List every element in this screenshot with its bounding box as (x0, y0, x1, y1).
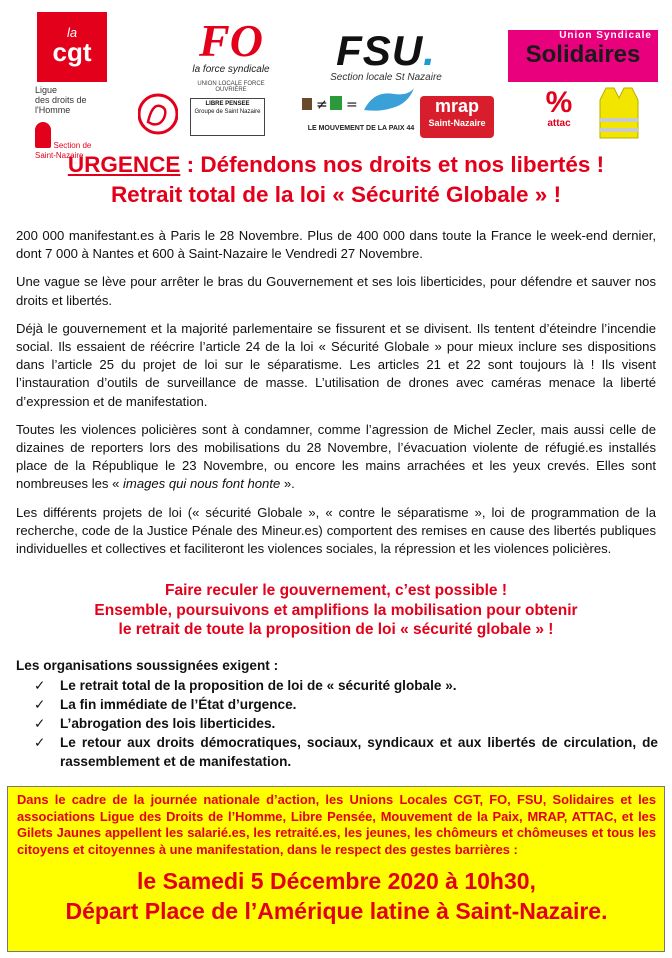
solidaires-logo-text: Solidaires (525, 41, 641, 68)
attac-logo-text: attac (547, 118, 571, 129)
callout-line1: Faire reculer le gouvernement, c’est possible ! (165, 582, 507, 599)
checkmark-icon: ✓ (34, 716, 46, 731)
dove-icon (296, 86, 426, 118)
paragraph-5: Les différents projets de loi (« sécurité Globale », « contre le séparatisme », loi de programmation de la recherche, code de la Justice Pénale des Mineur.es) comportent des remises en cause des libertés publiques individuelles et collectives et faciliteront les violences sociales, la répression et les violences policières. (16, 504, 656, 557)
libre-pensee-title: LIBRE PENSEE (205, 101, 250, 107)
list-item: ✓ Le retrait total de la proposition de loi de « sécurité globale ». (34, 678, 457, 693)
attac-percent-icon: % (545, 86, 573, 119)
fo-logo (186, 15, 276, 100)
list-item: ✓ La fin immédiate de l’État d’urgence. (34, 697, 297, 712)
checkmark-icon: ✓ (34, 735, 46, 750)
demands-heading: Les organisations soussignées exigent : (16, 658, 279, 673)
ldh-logo (35, 85, 110, 160)
callout-line3: le retrait de toute la proposition de loi « sécurité globale » ! (118, 621, 554, 638)
cgt-logo (37, 12, 107, 82)
libre-pensee-logo (190, 98, 265, 136)
title-line2: Retrait total de la loi « Sécurité Globale » ! (110, 182, 562, 207)
solidaires-logo (508, 30, 658, 82)
logo-banner (0, 0, 672, 160)
page-title (0, 150, 672, 210)
svg-text:≠: ≠ (316, 97, 328, 113)
mrap-logo (420, 96, 494, 138)
callout (16, 581, 656, 640)
event-place: Départ Place de l’Amérique latine à Saint-Nazaire. (65, 898, 608, 925)
ldh-line2: des droits de l'Homme (35, 94, 87, 115)
paragraph-4: Toutes les violences policières sont à condamner, comme l’agression de Michel Zecler, mais aussi celle de dizaines de reporters lors des mobilisations du 28 Novembre, l’évacuation violente de réfugié.es installés place de la République le 23 Novembre, ou encore les mains arrachées et les yeux crevés. Elles sont nombreuses les « images qui nous font honte ». (16, 421, 656, 492)
fo-logo-text: FO (199, 15, 263, 66)
paragraph-3: Déjà le gouvernement et la majorité parlementaire se fissurent et se divisent. Ils tentent d’éteindre l’incendie social. Ils essaient de réécrire l’article 24 de la loi « Sécurité Globale » pour mieux inclure ses dispositions dans l’article 25 du projet de loi sur le séparatisme. Les articles 21 et 22 sont toujours là ! Ils visent l’instauration d’outils de surveillance de masse. L’utilisation de drones avec caméras menace la liberté d’expression et de manifestation. (16, 320, 656, 409)
event-info (17, 866, 656, 926)
ldh-figure-icon (35, 122, 51, 148)
svg-text:=: = (346, 97, 358, 113)
demands-list (16, 676, 658, 771)
ldh-section: Section de Saint-Nazaire (35, 140, 92, 160)
mouvement-paix-name: LE MOUVEMENT DE LA PAIX 44 (307, 125, 415, 132)
checkmark-icon: ✓ (34, 697, 46, 712)
fo-logo-sub: la force syndicale (192, 64, 270, 75)
cgt-logo-top: la (66, 25, 78, 40)
solidaires-top: Union Syndicale (559, 30, 652, 41)
fsu-logo-sub: Section locale St Nazaire (330, 72, 442, 83)
list-item: ✓ L’abrogation des lois liberticides. (34, 716, 276, 731)
mrap-logo-sub: Saint-Nazaire (428, 117, 486, 128)
fsu-logo-text: FSU. (336, 27, 436, 74)
demands-section (16, 656, 658, 771)
fo-logo-sub2: UNION LOCALE FORCE OUVRIÈRE (197, 81, 265, 93)
callout-line2: Ensemble, poursuivons et amplifions la mobilisation pour obtenir (94, 601, 578, 619)
secours-shield-icon (138, 92, 178, 136)
cgt-logo-text: cgt (52, 37, 92, 67)
ldh-line1: Ligue (35, 85, 58, 95)
checkmark-icon: ✓ (34, 678, 46, 693)
event-box (7, 786, 665, 952)
attac-logo (534, 88, 584, 140)
title-line1-rest: : Défendons nos droits et nos libertés ! (180, 152, 605, 177)
paragraph-1: 200 000 manifestant.es à Paris le 28 Novembre. Plus de 400 000 dans toute la France le week-end dernier, dont 7 000 à Nantes et 600 à Saint-Nazaire le Vendredi 27 Novembre. (16, 228, 656, 262)
paragraph-4-quote: images qui nous font honte (123, 476, 281, 492)
event-box-text: Dans le cadre de la journée nationale d’action, les Unions Locales CGT, FO, FSU, Solidaires et les associations Ligue des Droits de l’Homme, Libre Pensée, Mouvement de la Paix, MRAP, ATTAC, et les Gilets Jaunes appellent les salarié.es, les retraité.es, les jeunes, les chômeurs et chômeuses et tous les citoyens et citoyennes à une manifestation, dans le respect des gestes barrières : (17, 792, 656, 857)
title-urgence: URGENCE (67, 152, 181, 177)
title-line1 (0, 150, 672, 180)
paragraph-2: Une vague se lève pour arrêter le bras du Gouvernement et ses lois liberticides, pour défendre et sauver nos droits et libertés. (16, 274, 656, 308)
libre-pensee-sub: Groupe de Saint Nazaire (194, 108, 261, 115)
mouvement-paix-logo (296, 86, 426, 136)
event-date: le Samedi 5 Décembre 2020 à 10h30, (137, 868, 536, 895)
mrap-logo-text: mrap (434, 96, 479, 116)
yellow-vest-icon (594, 84, 644, 140)
body-text (16, 227, 656, 568)
fsu-logo (330, 27, 442, 85)
list-item: ✓ Le retour aux droits démocratiques, sociaux, syndicaux et aux libertés de circulation, de rassemblement et de manifestation. (34, 735, 658, 769)
